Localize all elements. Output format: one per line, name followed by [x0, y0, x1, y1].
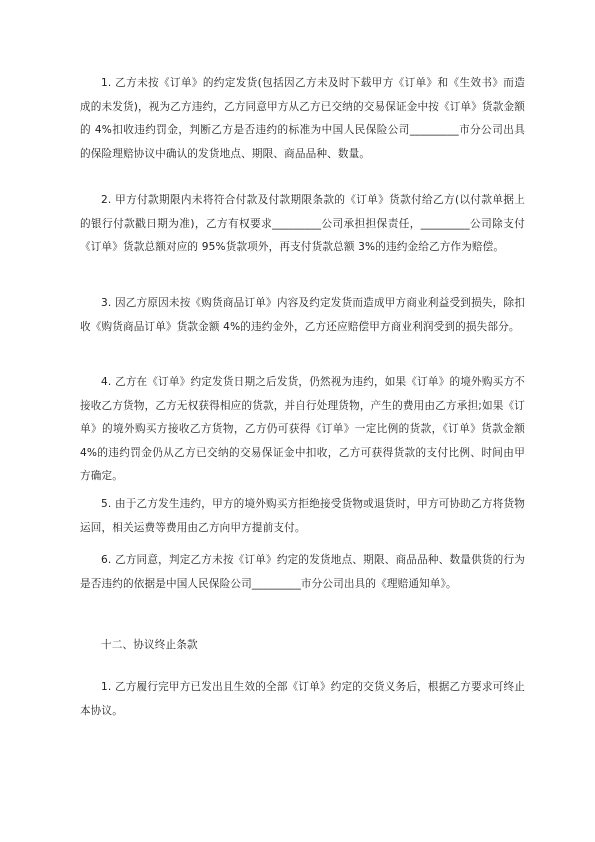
clause-paragraph-2: 2. 甲方付款期限内未将符合付款及付款期限条款的《订单》货款付给乙方(以付款单据上的银行付款戳日期为准)，乙方有权要求_________公司承担担保责任，_________公司除支付《订单》货款总额对应的 95%货款项外，再支付货款总额 3%的违约金给乙方作为赔偿。 — [80, 194, 525, 253]
termination-paragraph-1: 1. 乙方履行完甲方已发出且生效的全部《订单》约定的交货义务后，根据乙方要求可终止本协议。 — [80, 681, 525, 717]
clause-paragraph-4: 4. 乙方在《订单》约定发货日期之后发货，仍然视为违约，如果《订单》的境外购买方不接收乙方货物，乙方无权获得相应的货款，并自行处理货物，产生的费用由乙方承担;如果《订单》的境外购买方接收乙方货物，乙方仍可获得《订单》一定比例的货款，《订单》货款金额 4%的违约罚金仍从乙方已交纳的交易保证金中扣收，乙方可获得货款的支付比例、时间由甲方确定。 — [80, 376, 525, 482]
clause-paragraph-5: 5. 由于乙方发生违约，甲方的境外购买方拒绝接受货物或退货时，甲方可协助乙方将货物运回，相关运费等费用由乙方向甲方提前支付。 — [80, 498, 525, 534]
clause-paragraph-6: 6. 乙方同意，判定乙方未按《订单》约定的发货地点、期限、商品品种、数量供货的行为是否违约的依据是中国人民保险公司_________市分公司出具的《理赔通知单》。 — [80, 554, 525, 590]
clause-paragraph-1: 1. 乙方未按《订单》的约定发货(包括因乙方未及时下载甲方《订单》和《生效书》而造成的未发货)，视为乙方违约，乙方同意甲方从乙方已交纳的交易保证金中按《订单》货款金额的 4%扣收违约罚金，判断乙方是否违约的标准为中国人民保险公司_________市分公司出具的保险理赔协议中确认的发货地点、期限、商品品种、数量。 — [80, 77, 525, 160]
clause-paragraph-3: 3. 因乙方原因未按《购货商品订单》内容及约定发货而造成甲方商业利益受到损失，除扣收《购货商品订单》货款金额 4%的违约金外，乙方还应赔偿甲方商业利润受到的损失部分。 — [80, 297, 525, 333]
section-heading: 十二、协议终止条款 — [101, 639, 198, 651]
